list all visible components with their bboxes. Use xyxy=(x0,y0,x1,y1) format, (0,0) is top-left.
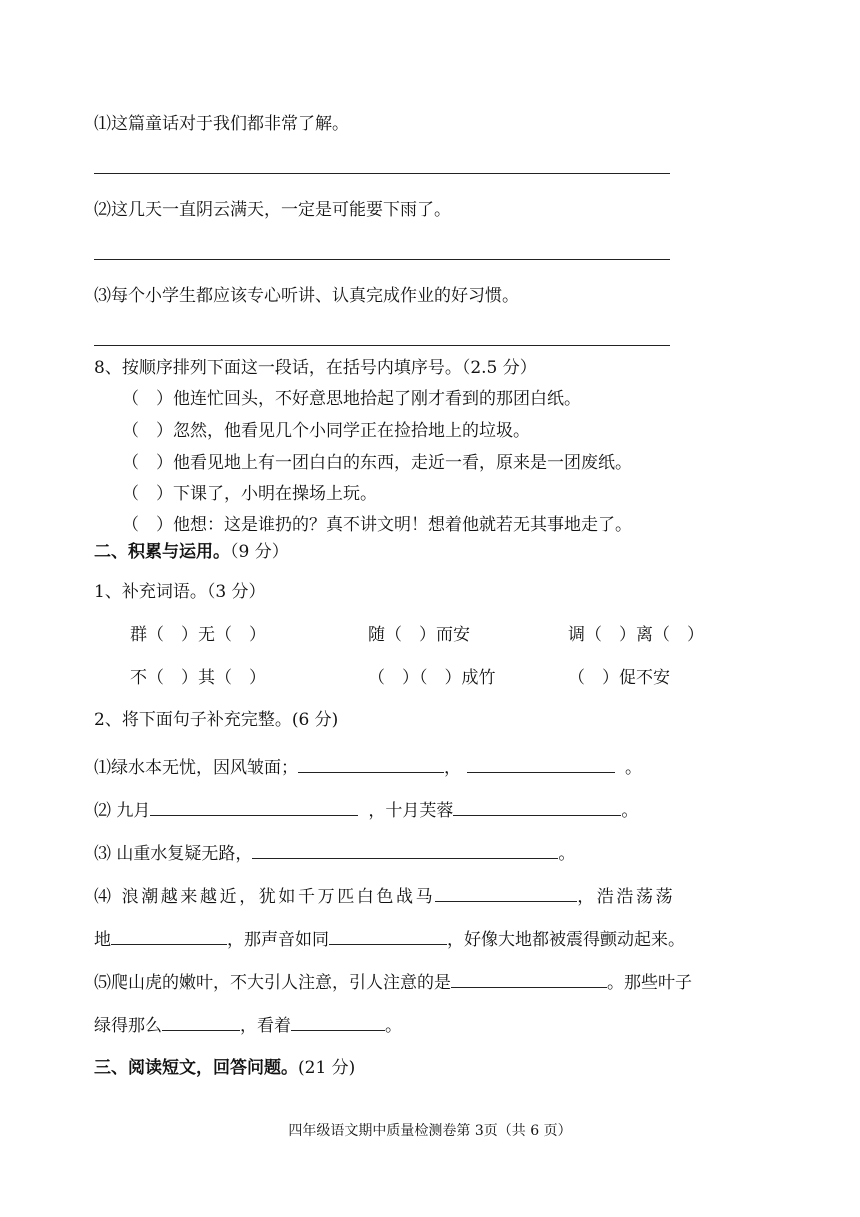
answer-bracket[interactable]: （ ） xyxy=(122,389,173,409)
fill-blank[interactable] xyxy=(252,840,558,859)
answer-bracket[interactable]: （ ） xyxy=(122,453,173,473)
ordering-item xyxy=(122,451,632,475)
sentence-text: 绿得那么 xyxy=(94,1016,162,1036)
idiom-blank[interactable]: 随（ ）而安 xyxy=(368,625,470,645)
rewrite-item-1: ⑴这篇童话对于我们都非常了解。 xyxy=(94,114,349,134)
sentence-text: ⑶ 山重水复疑无路， xyxy=(94,844,253,864)
ordering-item-text: 他看见地上有一团白白的东西，走近一看，原来是一团废纸。 xyxy=(173,453,632,473)
rewrite-item-2: ⑵这几天一直阴云满天，一定是可能要下雨了。 xyxy=(94,200,451,220)
ordering-item-text: 他想：这是谁扔的？真不讲文明！想着他就若无其事地走了。 xyxy=(173,515,632,535)
ordering-item-text: 他连忙回头，不好意思地拾起了刚才看到的那团白纸。 xyxy=(173,389,581,409)
idiom-blank[interactable]: 调（ ）离（ ） xyxy=(568,625,704,645)
fill-blank[interactable] xyxy=(111,926,227,945)
sentence-5-line-2 xyxy=(94,1012,402,1038)
sentence-text: ⑴绿水本无忧，因风皱面； xyxy=(94,758,298,778)
fill-blank[interactable] xyxy=(162,1012,240,1031)
ordering-item xyxy=(122,482,377,506)
answer-line-2 xyxy=(94,259,670,260)
answer-line-1 xyxy=(94,173,670,174)
fill-blank[interactable] xyxy=(329,926,447,945)
fill-blank[interactable] xyxy=(298,754,444,773)
fill-blank[interactable] xyxy=(467,754,615,773)
answer-bracket[interactable]: （ ） xyxy=(122,484,173,504)
section-heading-3 xyxy=(94,1056,355,1080)
answer-line-3 xyxy=(94,345,670,346)
sentence-text: 地 xyxy=(94,930,111,950)
sentence-text: ，那声音如同 xyxy=(227,930,329,950)
fill-blank[interactable] xyxy=(291,1012,385,1031)
sentence-3 xyxy=(94,840,575,866)
section-points: （9 分） xyxy=(230,542,289,562)
sentence-text: ，十月芙蓉 xyxy=(368,801,454,821)
sentence-text: 。 xyxy=(385,1016,402,1036)
sentence-text: 。 xyxy=(558,844,576,864)
fill-blank[interactable] xyxy=(435,883,577,902)
sentence-1 xyxy=(94,754,642,780)
ordering-item-text: 下课了，小明在操场上玩。 xyxy=(173,484,377,504)
question-2-title: 2、将下面句子补充完整。(6 分) xyxy=(94,710,339,730)
section-heading-text: 二、积累与运用。 xyxy=(94,542,230,562)
fill-blank[interactable] xyxy=(451,969,607,988)
sentence-text: 。 xyxy=(621,801,639,821)
sentence-text: ⑵ 九月 xyxy=(94,801,151,821)
sentence-text: ，看着 xyxy=(240,1016,291,1036)
sentence-text: ⑸爬山虎的嫩叶，不大引人注意，引人注意的是 xyxy=(94,973,451,993)
section-heading-2 xyxy=(94,540,289,564)
sentence-2 xyxy=(94,797,638,823)
idiom-blank[interactable]: （ ）促不安 xyxy=(568,668,670,688)
sentence-4-line-1 xyxy=(94,883,675,909)
sentence-4-line-2 xyxy=(94,926,685,952)
answer-bracket[interactable]: （ ） xyxy=(122,421,173,441)
question-1-title: 1、补充词语。（3 分） xyxy=(94,582,266,602)
page-footer: 四年级语文期中质量检测卷第 3页（共 6 页） xyxy=(288,1123,572,1139)
sentence-text: ⑷ 浪潮越来越近，犹如千万匹白色战马 xyxy=(94,887,436,907)
section-points: (21 分) xyxy=(298,1058,356,1078)
ordering-item xyxy=(122,387,581,411)
ordering-title: 8、按顺序排列下面这一段话，在括号内填序号。（2.5 分） xyxy=(94,358,537,378)
fill-blank[interactable] xyxy=(150,797,358,816)
fill-blank[interactable] xyxy=(453,797,621,816)
sentence-5-line-1 xyxy=(94,969,692,995)
answer-bracket[interactable]: （ ） xyxy=(122,515,173,535)
ordering-item xyxy=(122,513,632,537)
idiom-blank[interactable]: 不（ ）其（ ） xyxy=(130,668,266,688)
idiom-blank[interactable]: 群（ ）无（ ） xyxy=(130,625,266,645)
sentence-text: 。那些叶子 xyxy=(607,973,692,993)
ordering-item xyxy=(122,419,530,443)
section-heading-text: 三、阅读短文，回答问题。 xyxy=(94,1058,298,1078)
ordering-item-text: 忽然，他看见几个小同学正在捡拾地上的垃圾。 xyxy=(173,421,530,441)
sentence-text: ，好像大地都被震得颤动起来。 xyxy=(447,930,685,950)
sentence-text: 。 xyxy=(625,758,642,778)
idiom-blank[interactable]: （ ）（ ）成竹 xyxy=(368,668,496,688)
sentence-text: ，浩浩荡荡 xyxy=(577,887,676,907)
rewrite-item-3: ⑶每个小学生都应该专心听讲、认真完成作业的好习惯。 xyxy=(94,286,519,306)
sentence-text: ， xyxy=(444,758,461,778)
